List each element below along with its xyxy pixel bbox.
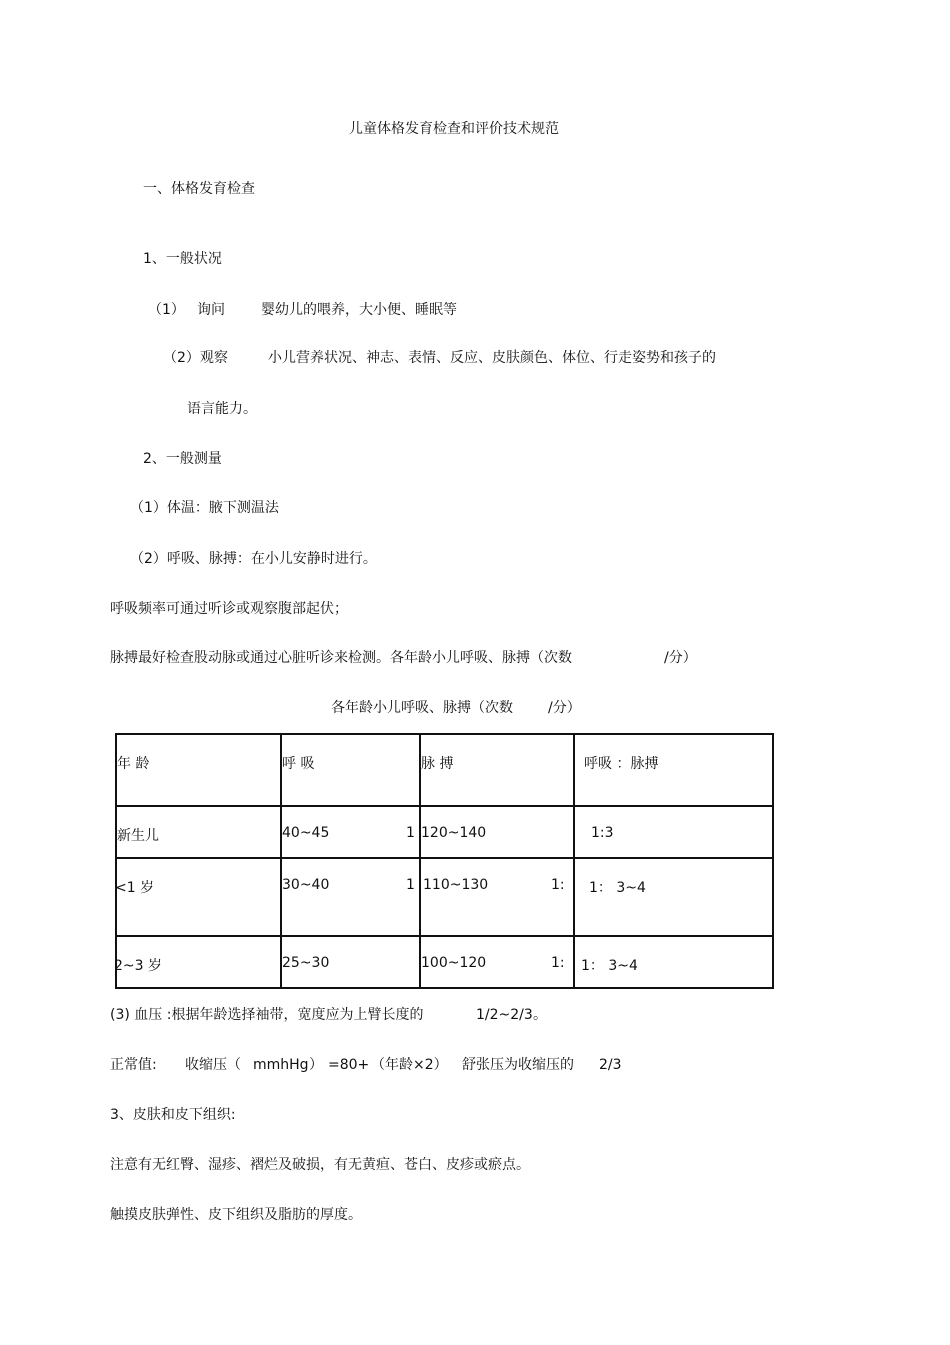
item-heading: 2、一般测量 (143, 451, 222, 467)
cell-resp-extra: 1 (406, 877, 415, 893)
blood-pressure-text: (3) 血压 :根据年龄选择袖带，宽度应为上臂长度的 (110, 1007, 424, 1023)
normal-value-unit: mmhHg (253, 1057, 309, 1073)
cell-resp: 30~40 (282, 877, 330, 893)
paragraph: 注意有无红臀、湿疹、褶烂及破损，有无黄疸、苍白、皮疹或瘀点。 (110, 1157, 530, 1173)
table-cell (116, 936, 281, 988)
header-resp: 呼 吸 (282, 756, 315, 772)
table-cell (420, 936, 574, 988)
paragraph: 触摸皮肤弹性、皮下组织及脂肪的厚度。 (110, 1207, 362, 1223)
item-text: （1）体温：腋下测温法 (130, 500, 279, 516)
cell-resp: 25~30 (282, 955, 330, 971)
table-cell (281, 858, 420, 936)
doc-title: 儿童体格发育检查和评价技术规范 (349, 121, 559, 137)
table-cell (281, 936, 420, 988)
cell-ratio: 1:3 (591, 825, 614, 841)
header-ratio: 呼吸 ：脉搏 (584, 756, 659, 772)
paragraph: /分） (664, 650, 697, 666)
normal-value-text: ） (309, 1057, 323, 1073)
table-header-cell (574, 734, 773, 806)
cell-age: <1 岁 (115, 880, 155, 896)
cell-age: 新生儿 (117, 828, 159, 844)
cell-pulse-extra: 1: (551, 877, 565, 893)
cell-pulse: 110~130 (423, 877, 489, 893)
cell-pulse: 100~120 (421, 955, 487, 971)
table-cell (116, 806, 281, 858)
header-pulse: 脉 搏 (421, 756, 454, 772)
table-cell (420, 858, 574, 936)
table-header-cell (281, 734, 420, 806)
breathing-pulse-table (115, 733, 774, 989)
cell-resp-extra: 1 (406, 825, 415, 841)
item-heading: 3、皮肤和皮下组织: (110, 1107, 236, 1123)
header-age: 年 龄 (117, 756, 150, 772)
table-cell (574, 936, 773, 988)
item-label: （2）观察 (163, 350, 228, 366)
cell-ratio: 1： 3~4 (589, 880, 646, 896)
cell-resp: 40~45 (282, 825, 330, 841)
item-heading: 1、一般状况 (143, 251, 222, 267)
table-cell (116, 858, 281, 936)
table-row (116, 936, 773, 988)
item-text: （2）呼吸、脉搏：在小儿安静时进行。 (130, 551, 377, 567)
normal-value-formula: =80+ (328, 1057, 370, 1073)
table-header-cell (116, 734, 281, 806)
normal-value-label: 正常值: (110, 1057, 157, 1073)
table-cell (281, 806, 420, 858)
normal-value-text: 舒张压为收缩压的 (462, 1057, 574, 1073)
cell-age: 2~3 岁 (114, 958, 162, 974)
table-cell (574, 858, 773, 936)
item-text: 小儿营养状况、神志、表情、反应、皮肤颜色、体位、行走姿势和孩子的 (268, 350, 716, 366)
item-text: 婴幼儿的喂养，大小便、睡眠等 (261, 302, 457, 318)
normal-value-formula: （年龄×2） (371, 1057, 448, 1073)
table-cell (420, 806, 574, 858)
normal-value-text: 收缩压（ (185, 1057, 241, 1073)
item-keyword: 询问 (197, 302, 225, 318)
item-text-continued: 语言能力。 (187, 401, 257, 417)
table-caption: 各年龄小儿呼吸、脉搏（次数 (331, 700, 513, 716)
table-header-cell (420, 734, 574, 806)
cell-pulse-extra: 1: (551, 955, 565, 971)
paragraph: 脉搏最好检查股动脉或通过心脏听诊来检测。各年龄小儿呼吸、脉搏（次数 (110, 650, 572, 666)
blood-pressure-ratio: 1/2~2/3 (476, 1007, 533, 1023)
table-cell (574, 806, 773, 858)
table-row (116, 858, 773, 936)
table-row (116, 806, 773, 858)
item-label: （1） (148, 302, 185, 318)
cell-ratio: 1： 3~4 (581, 958, 638, 974)
normal-value-ratio: 2/3 (599, 1057, 622, 1073)
blood-pressure-end: 。 (533, 1007, 547, 1023)
cell-pulse: 120~140 (421, 825, 487, 841)
table-header-row (116, 734, 773, 806)
section-heading: 一、体格发育检查 (143, 181, 255, 197)
paragraph: 呼吸频率可通过听诊或观察腹部起伏； (110, 601, 348, 617)
table-caption: /分） (548, 700, 581, 716)
